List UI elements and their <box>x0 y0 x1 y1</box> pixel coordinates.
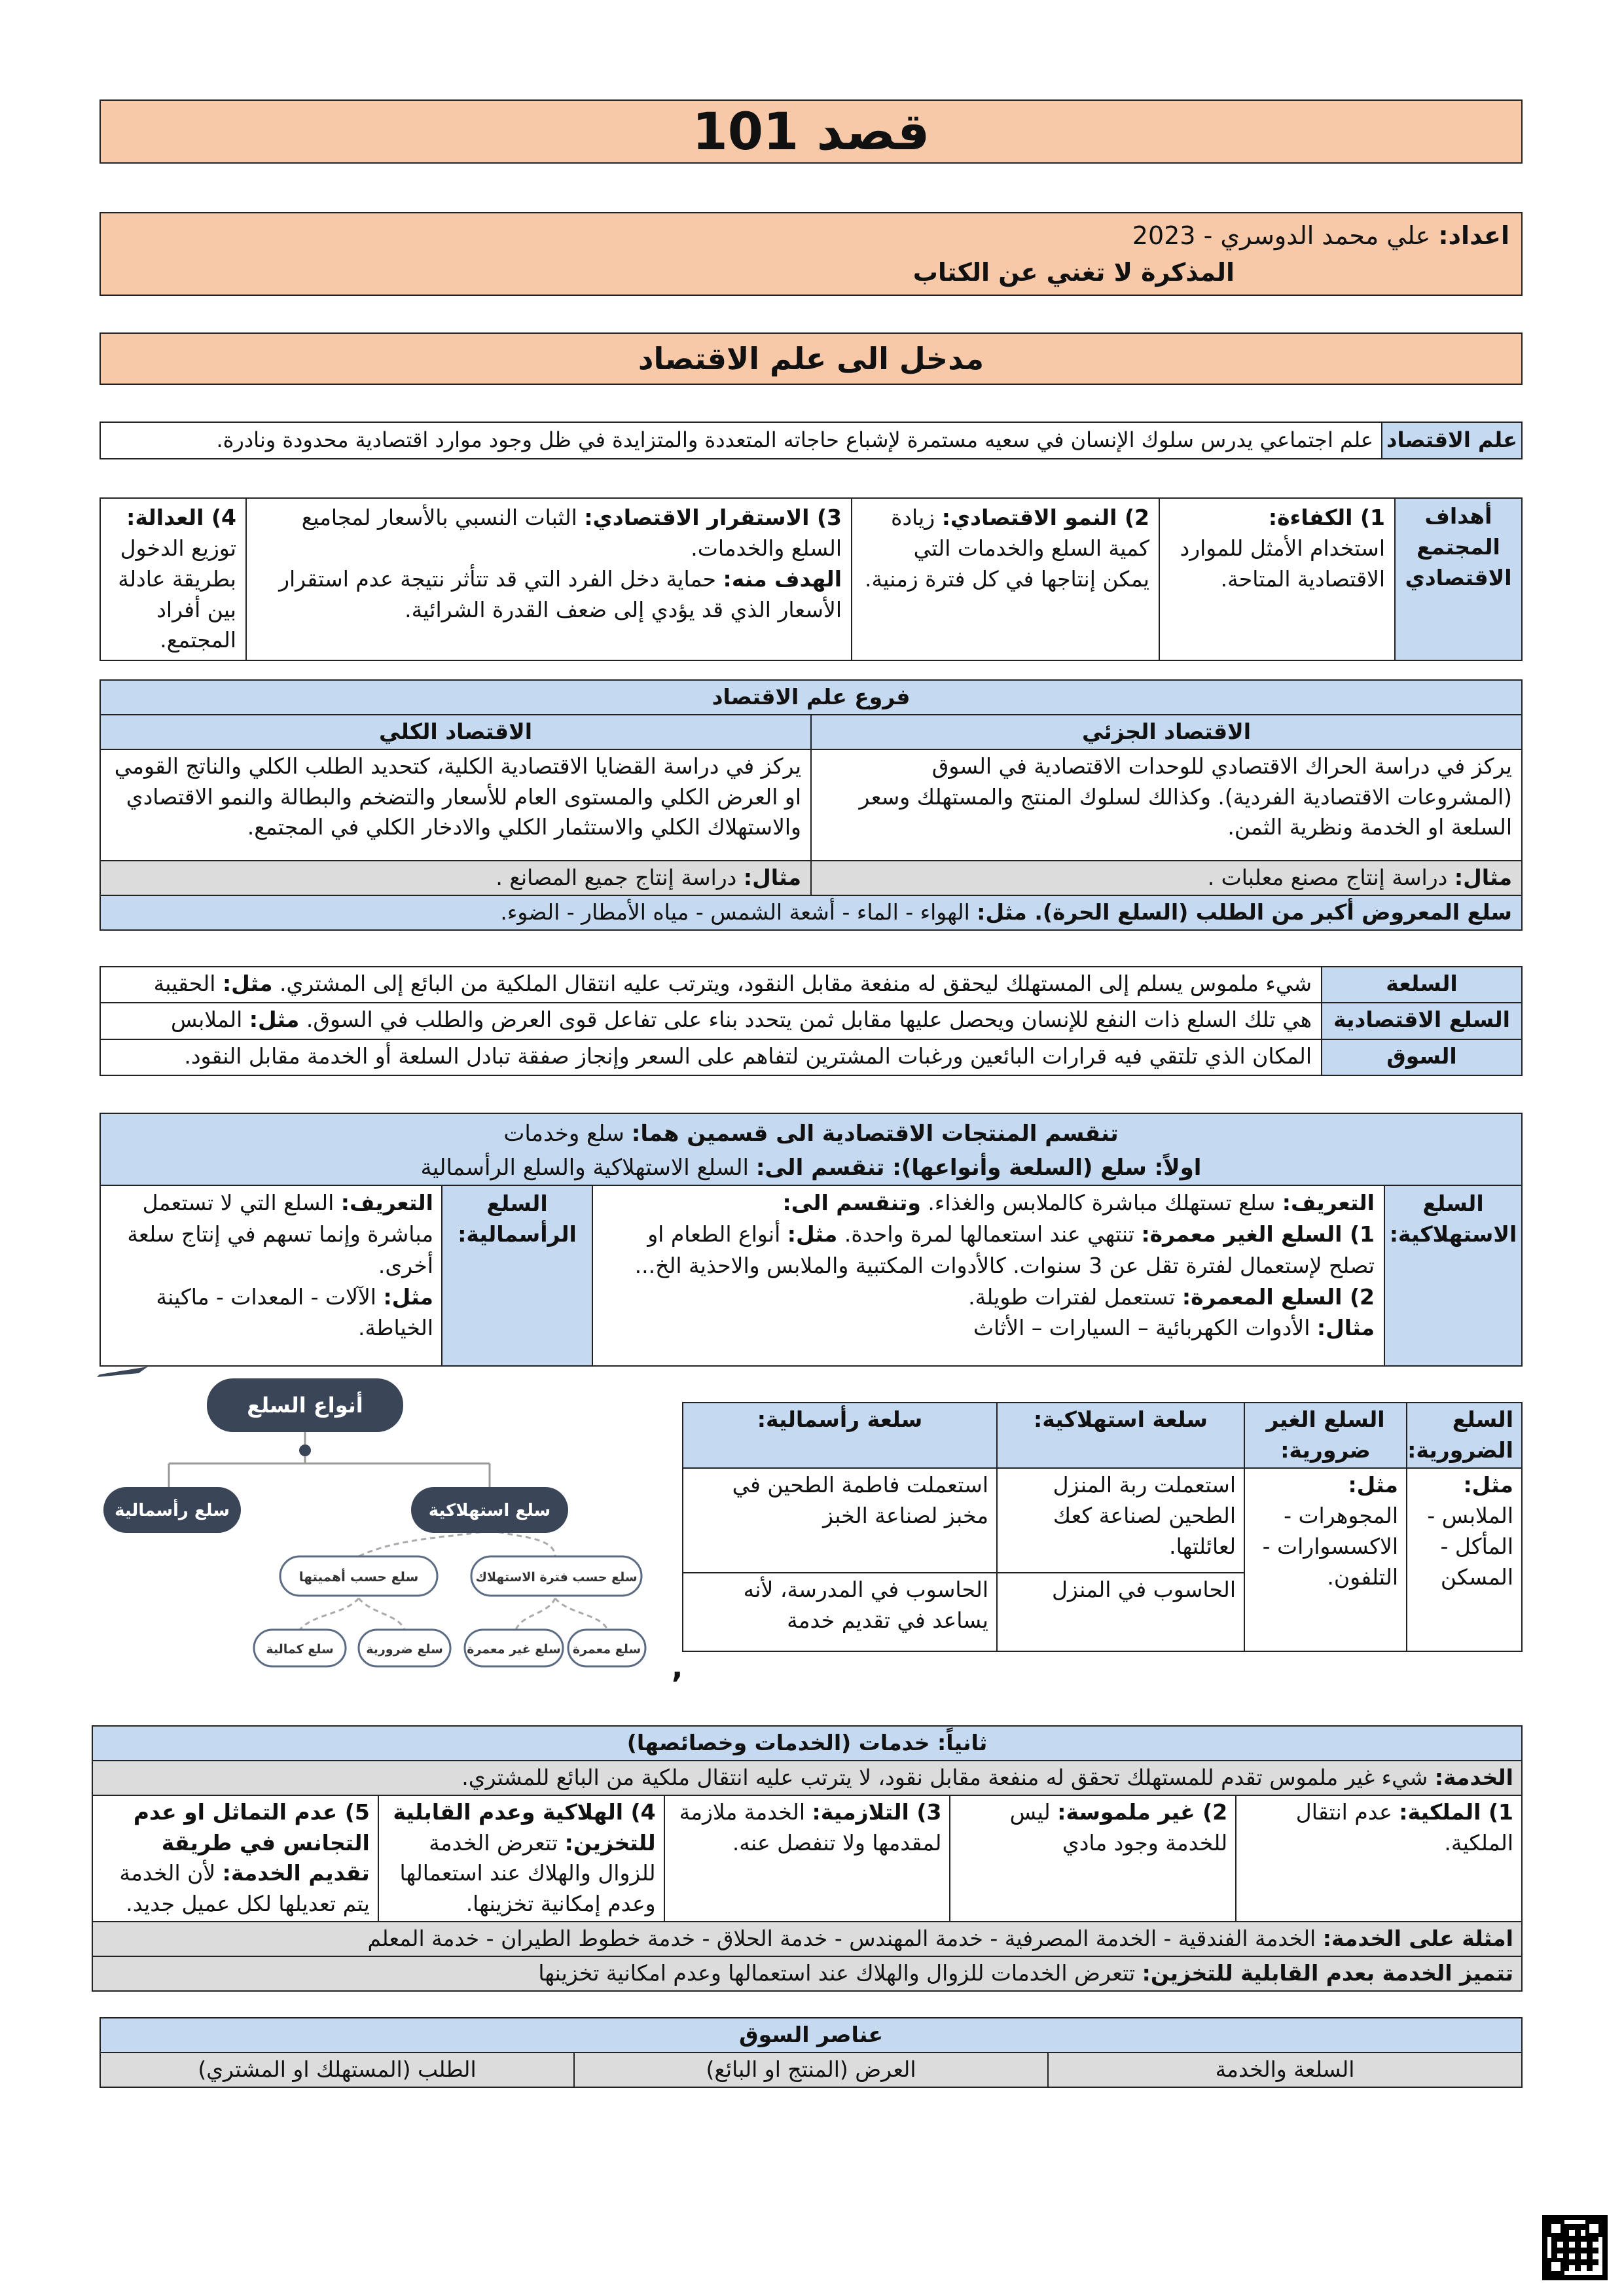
micro-title: الاقتصاد الجزئي <box>811 715 1522 749</box>
nondurable-ex-label: مثل: <box>787 1221 838 1247</box>
service-prop-ownership <box>1236 1795 1522 1922</box>
consumer-def-label: التعريف: <box>1282 1190 1375 1215</box>
term-market: السوق <box>1322 1039 1522 1075</box>
nondurable-label: 1) السلع الغير معمرة: <box>1141 1221 1375 1247</box>
necessary-ex-label: مثل: <box>1463 1472 1513 1498</box>
goal-justice-title: 4) العدالة: <box>126 505 236 530</box>
goal-stability-title: 3) الاستقرار الاقتصادي: <box>584 505 842 530</box>
diagram-necessary-label: سلع ضرورية <box>366 1642 443 1657</box>
micro-example-label: مثال: <box>1454 865 1512 891</box>
consumer-example-2: الحاسوب في المنزل <box>997 1573 1244 1651</box>
definition-table <box>99 422 1523 459</box>
goal-growth-title: 2) النمو الاقتصادي: <box>941 505 1149 530</box>
prop-intangible-text: ليس للخدمة وجود مادي <box>1009 1799 1228 1856</box>
goal-efficiency <box>1159 498 1395 660</box>
branches-table <box>99 679 1523 931</box>
capital-goods-label: السلع الرأسمالية: <box>442 1185 592 1366</box>
service-prop-heterogeneity <box>92 1795 378 1922</box>
service-prop-inseparability <box>664 1795 950 1922</box>
header-unnecessary: السلع الغير ضرورية: <box>1244 1403 1407 1468</box>
goal-efficiency-text: استخدام الأمثل للموارد الاقتصادية المتاحة. <box>1180 535 1385 592</box>
service-distinct-text: تتعرض الخدمات للزوال والهلاك عند استعمالها وعدم امكانية تخزينها <box>538 1960 1136 1986</box>
services-table <box>92 1725 1523 1986</box>
necessary-ex: الملابس - المأكل - المسكن <box>1427 1502 1513 1590</box>
goal-efficiency-title: 1) الكفاءة: <box>1268 505 1385 530</box>
author-text: علي محمد الدوسري - 2023 <box>1132 221 1431 250</box>
services-title: ثانياً: خدمات (الخدمات وخصائصها) <box>92 1726 1522 1761</box>
service-def-text: شيء غير ملموس تقدم للمستهلك تحقق له منفعة مقابل نقود، لا يترتب عليه انتقال ملكية من البائع للمشتري. <box>461 1764 1428 1790</box>
goal-stability <box>246 498 852 660</box>
goods-examples-table <box>682 1402 1523 1652</box>
diagram-by-duration-label: سلع حسب فترة الاستهلاك <box>475 1570 638 1585</box>
diagram-by-importance-label: سلع حسب أهميتها <box>298 1569 419 1585</box>
capital-def-label: التعريف: <box>340 1190 433 1215</box>
service-definition <box>92 1761 1522 1795</box>
market-title: عناصر السوق <box>100 2018 1522 2053</box>
service-distinct-label: تتميز الخدمة بعدم القابلية للتخزين: <box>1142 1960 1513 1986</box>
goals-table <box>99 497 1523 653</box>
consumer-goods-label: السلع الاستهلاكية: <box>1384 1185 1522 1366</box>
goal-growth <box>852 498 1159 660</box>
nondurable-ex: أنواع الطعام او تصلح لإستعمال لفترة تقل عن 3 سنوات. كالأدوات المكتبية والملابس والاحذية الخ... <box>634 1221 1375 1278</box>
consumer-example-1: استعملت ربة المنزل الطحين لصناعة كعك لعائلتها. <box>997 1468 1244 1573</box>
diagram-durable-label: سلع معمرة <box>572 1642 641 1657</box>
durable-ex-label: مثال: <box>1316 1315 1375 1341</box>
market-elements-table <box>99 2017 1523 2085</box>
diagram-nondurable-label: سلع غير معمرة <box>467 1642 561 1657</box>
header-necessary: السلع الضرورية: <box>1407 1403 1522 1468</box>
header-consumer: سلعة استهلاكية: <box>997 1403 1244 1468</box>
qr-code-icon <box>1542 2215 1608 2280</box>
page-title-box <box>99 99 1523 164</box>
stray-comma: , <box>672 1649 683 1685</box>
prepared-by-label: اعداد: <box>1438 221 1509 250</box>
free-goods-label: سلع المعروض أكبر من الطلب (السلع الحرة). مثل: <box>977 899 1512 925</box>
consumer-def-text: سلع تستهلك مباشرة كالملابس والغذاء. <box>928 1190 1276 1215</box>
disclaimer-text: المذكرة لا تغني عن الكتاب <box>912 258 1235 287</box>
prop-ownership-title: 1) الملكية: <box>1399 1799 1513 1825</box>
term-economic-goods-ex: الملابس <box>171 1007 243 1033</box>
products-line1-label: تنقسم المنتجات الاقتصادية الى قسمين هما: <box>631 1121 1119 1147</box>
service-examples <box>92 1922 1522 1956</box>
term-good-def <box>100 967 1322 1003</box>
term-economic-goods-ex-label: مثل: <box>249 1007 300 1033</box>
consumer-divides-label: وتنقسم الى: <box>782 1190 921 1215</box>
capital-ex: الآلات - المعدات - ماكينة الخياطة. <box>156 1283 433 1341</box>
products-line1-text: سلع وخدمات <box>503 1121 624 1147</box>
diagram-consumer-label: سلع استهلاكية <box>428 1501 551 1520</box>
goal-growth-text: زيادة كمية السلع والخدمات التي يمكن إنتاجها في كل فترة زمنية. <box>864 505 1149 592</box>
service-prop-perishability <box>378 1795 664 1922</box>
service-def-label: الخدمة: <box>1434 1764 1513 1790</box>
term-good-text: شيء ملموس يسلم إلى المستهلك ليحقق له منفعة مقابل النقود، ويترتب عليه انتقال الملكية من البائع إلى المشتري. <box>280 971 1312 996</box>
service-examples-text: الخدمة الفندقية - الخدمة المصرفية - خدمة المهندس - خدمة الحلاق - خدمة خطوط الطيران - خدمة المعلم <box>367 1926 1316 1952</box>
term-good-ex: الحقيبة <box>153 971 216 996</box>
free-goods-text: الهواء - الماء - أشعة الشمس - مياه الأمطار - الضوء. <box>500 899 970 925</box>
durable-label: 2) السلع المعمرة: <box>1182 1283 1375 1310</box>
term-good-ex-label: مثل: <box>222 971 273 996</box>
term-economic-goods-text: هي تلك السلع ذات النفع للإنسان ويحصل عليها مقابل ثمن يتحدد بناء على تفاعل قوى العرض والطلب في السوق. <box>306 1007 1312 1033</box>
prop-heterogeneity-text: لأن الخدمة يتم تعديلها لكل عميل جديد. <box>119 1860 370 1917</box>
service-examples-label: امثلة على الخدمة: <box>1322 1926 1513 1952</box>
products-header <box>99 1113 1523 1186</box>
term-market-text: المكان الذي تلتقي فيه قرارات البائعين ورغبات المشترين لتفاهم على السعر وإنجاز صفقة تبادل السلعة أو الخدمة مقابل النقود. <box>184 1043 1312 1069</box>
capital-example-1: استعملت فاطمة الطحين في مخبز لصناعة الخبز <box>683 1468 997 1573</box>
unnecessary-examples <box>1244 1468 1407 1651</box>
macro-example-text: دراسة إنتاج جميع المصانع . <box>496 865 737 891</box>
service-distinct <box>92 1956 1522 1991</box>
macro-example <box>100 861 811 895</box>
capital-example-2: الحاسوب في المدرسة، لأنه يساعد في تقديم خدمة <box>683 1573 997 1651</box>
goal-justice <box>100 498 246 660</box>
goals-label: أهداف المجتمع الاقتصادي <box>1395 498 1522 660</box>
micro-text: يركز في دراسة الحراك الاقتصادي للوحدات الاقتصادية في السوق (المشروعات الاقتصادية الفردية). وكذالك لسلوك المنتج والمستهلك وسعر السلعة او الخدمة ونظرية الثمن. <box>811 749 1522 861</box>
market-element-goods: السلعة والخدمة <box>1048 2053 1522 2087</box>
term-economic-goods-def <box>100 1003 1322 1039</box>
header-capital: سلعة رأسمالية: <box>683 1403 997 1468</box>
macro-title: الاقتصاد الكلي <box>100 715 811 749</box>
section-title: مدخل الى علم الاقتصاد <box>638 341 984 376</box>
definition-term: علم الاقتصاد <box>1382 422 1522 459</box>
market-element-supply: العرض (المنتج او البائع) <box>574 2053 1048 2087</box>
durable-text: تستعمل لفترات طويلة. <box>968 1283 1176 1310</box>
section-title-box <box>99 332 1523 385</box>
free-goods-row <box>100 895 1522 930</box>
micro-example-text: دراسة إنتاج مصنع معلبات . <box>1207 865 1448 891</box>
term-economic-goods: السلع الاقتصادية <box>1322 1003 1522 1039</box>
unnecessary-ex-label: مثل: <box>1348 1472 1398 1498</box>
micro-example <box>811 861 1522 895</box>
capital-ex-label: مثل: <box>383 1283 433 1310</box>
prop-perishability-title: 4) الهلاكية وعدم القابلية للتخزين: <box>393 1799 656 1856</box>
products-line2-label: اولاً: سلع (السلعة وأنواعها): تنقسم الى: <box>755 1155 1202 1181</box>
goal-stability-aim-label: الهدف منه: <box>723 565 842 592</box>
term-market-def <box>100 1039 1322 1075</box>
nondurable-text: تنتهي عند استعمالها لمرة واحدة. <box>844 1221 1134 1247</box>
prop-perishability-text: تتعرض الخدمة للزوال والهلاك عند استعمالها وعدم إمكانية تخزينها. <box>399 1829 656 1917</box>
prop-inseparability-text: الخدمة ملازمة لمقدمها ولا تنفصل عنه. <box>679 1799 942 1856</box>
page-title: قصد 101 <box>692 103 930 162</box>
definition-text: علم اجتماعي يدرس سلوك الإنسان في سعيه مستمرة لإشباع حاجاته المتعددة والمتزايدة في ظل وجود موارد اقتصادية محدودة ونادرة. <box>100 422 1382 459</box>
products-line2-text: السلع الاستهلاكية والسلع الرأسمالية <box>420 1155 749 1181</box>
prop-inseparability-title: 3) التلازمية: <box>812 1799 942 1825</box>
prop-ownership-text: عدم انتقال الملكية. <box>1295 1799 1513 1856</box>
terms-table <box>99 966 1523 1076</box>
service-prop-intangible <box>950 1795 1236 1922</box>
necessary-examples <box>1407 1468 1522 1651</box>
goods-types-table <box>99 1185 1523 1367</box>
prepared-by-box <box>99 212 1523 296</box>
goal-justice-text: توزيع الدخول بطريقة عادلة بين أفراد المجتمع. <box>118 535 236 653</box>
prop-intangible-title: 2) غير ملموسة: <box>1057 1799 1228 1825</box>
goal-stability-text: الثبات النسبي بالأسعار لمجاميع السلع والخدمات. <box>301 505 842 561</box>
goal-stability-aim-text: حماية دخل الفرد التي قد تتأثر نتيجة عدم استقرار الأسعار الذي قد يؤدي إلى ضعف القدرة الشرائية. <box>279 565 842 622</box>
goods-types-diagram <box>97 1365 647 1712</box>
market-element-demand: الطلب (المستهلك او المشتري) <box>100 2053 574 2087</box>
unnecessary-ex: المجوهرات - الاكسسوارات - التلفون. <box>1262 1502 1398 1590</box>
term-good: السلعة <box>1322 967 1522 1003</box>
branches-title: فروع علم الاقتصاد <box>100 680 1522 715</box>
macro-text: يركز في دراسة القضايا الاقتصادية الكلية، كتحديد الطلب الكلي والناتج القومي او العرض الكلي والمستوى العام للأسعار والتضخم والبطالة والنمو الاقتصادي والاستهلاك الكلي والاستثمار الكلي والادخار الكلي في المجتمع. <box>100 749 811 861</box>
diagram-root-label: أنواع السلع <box>247 1393 363 1418</box>
diagram-capital-label: سلع رأسمالية <box>115 1501 230 1520</box>
diagram-luxury-label: سلع كمالية <box>266 1642 334 1657</box>
consumer-goods-desc <box>592 1185 1384 1366</box>
capital-def-text: السلع التي لا تستعمل مباشرة وإنما تسهم في إنتاج سلعة أخرى. <box>127 1190 433 1278</box>
durable-ex: الأدوات الكهربائية – السيارات – الأثاث <box>973 1315 1310 1341</box>
capital-goods-desc <box>100 1185 442 1366</box>
macro-example-label: مثال: <box>743 865 801 891</box>
prop-heterogeneity-title: 5) عدم التماثل او عدم التجانس في طريقة تقديم الخدمة: <box>133 1799 370 1886</box>
